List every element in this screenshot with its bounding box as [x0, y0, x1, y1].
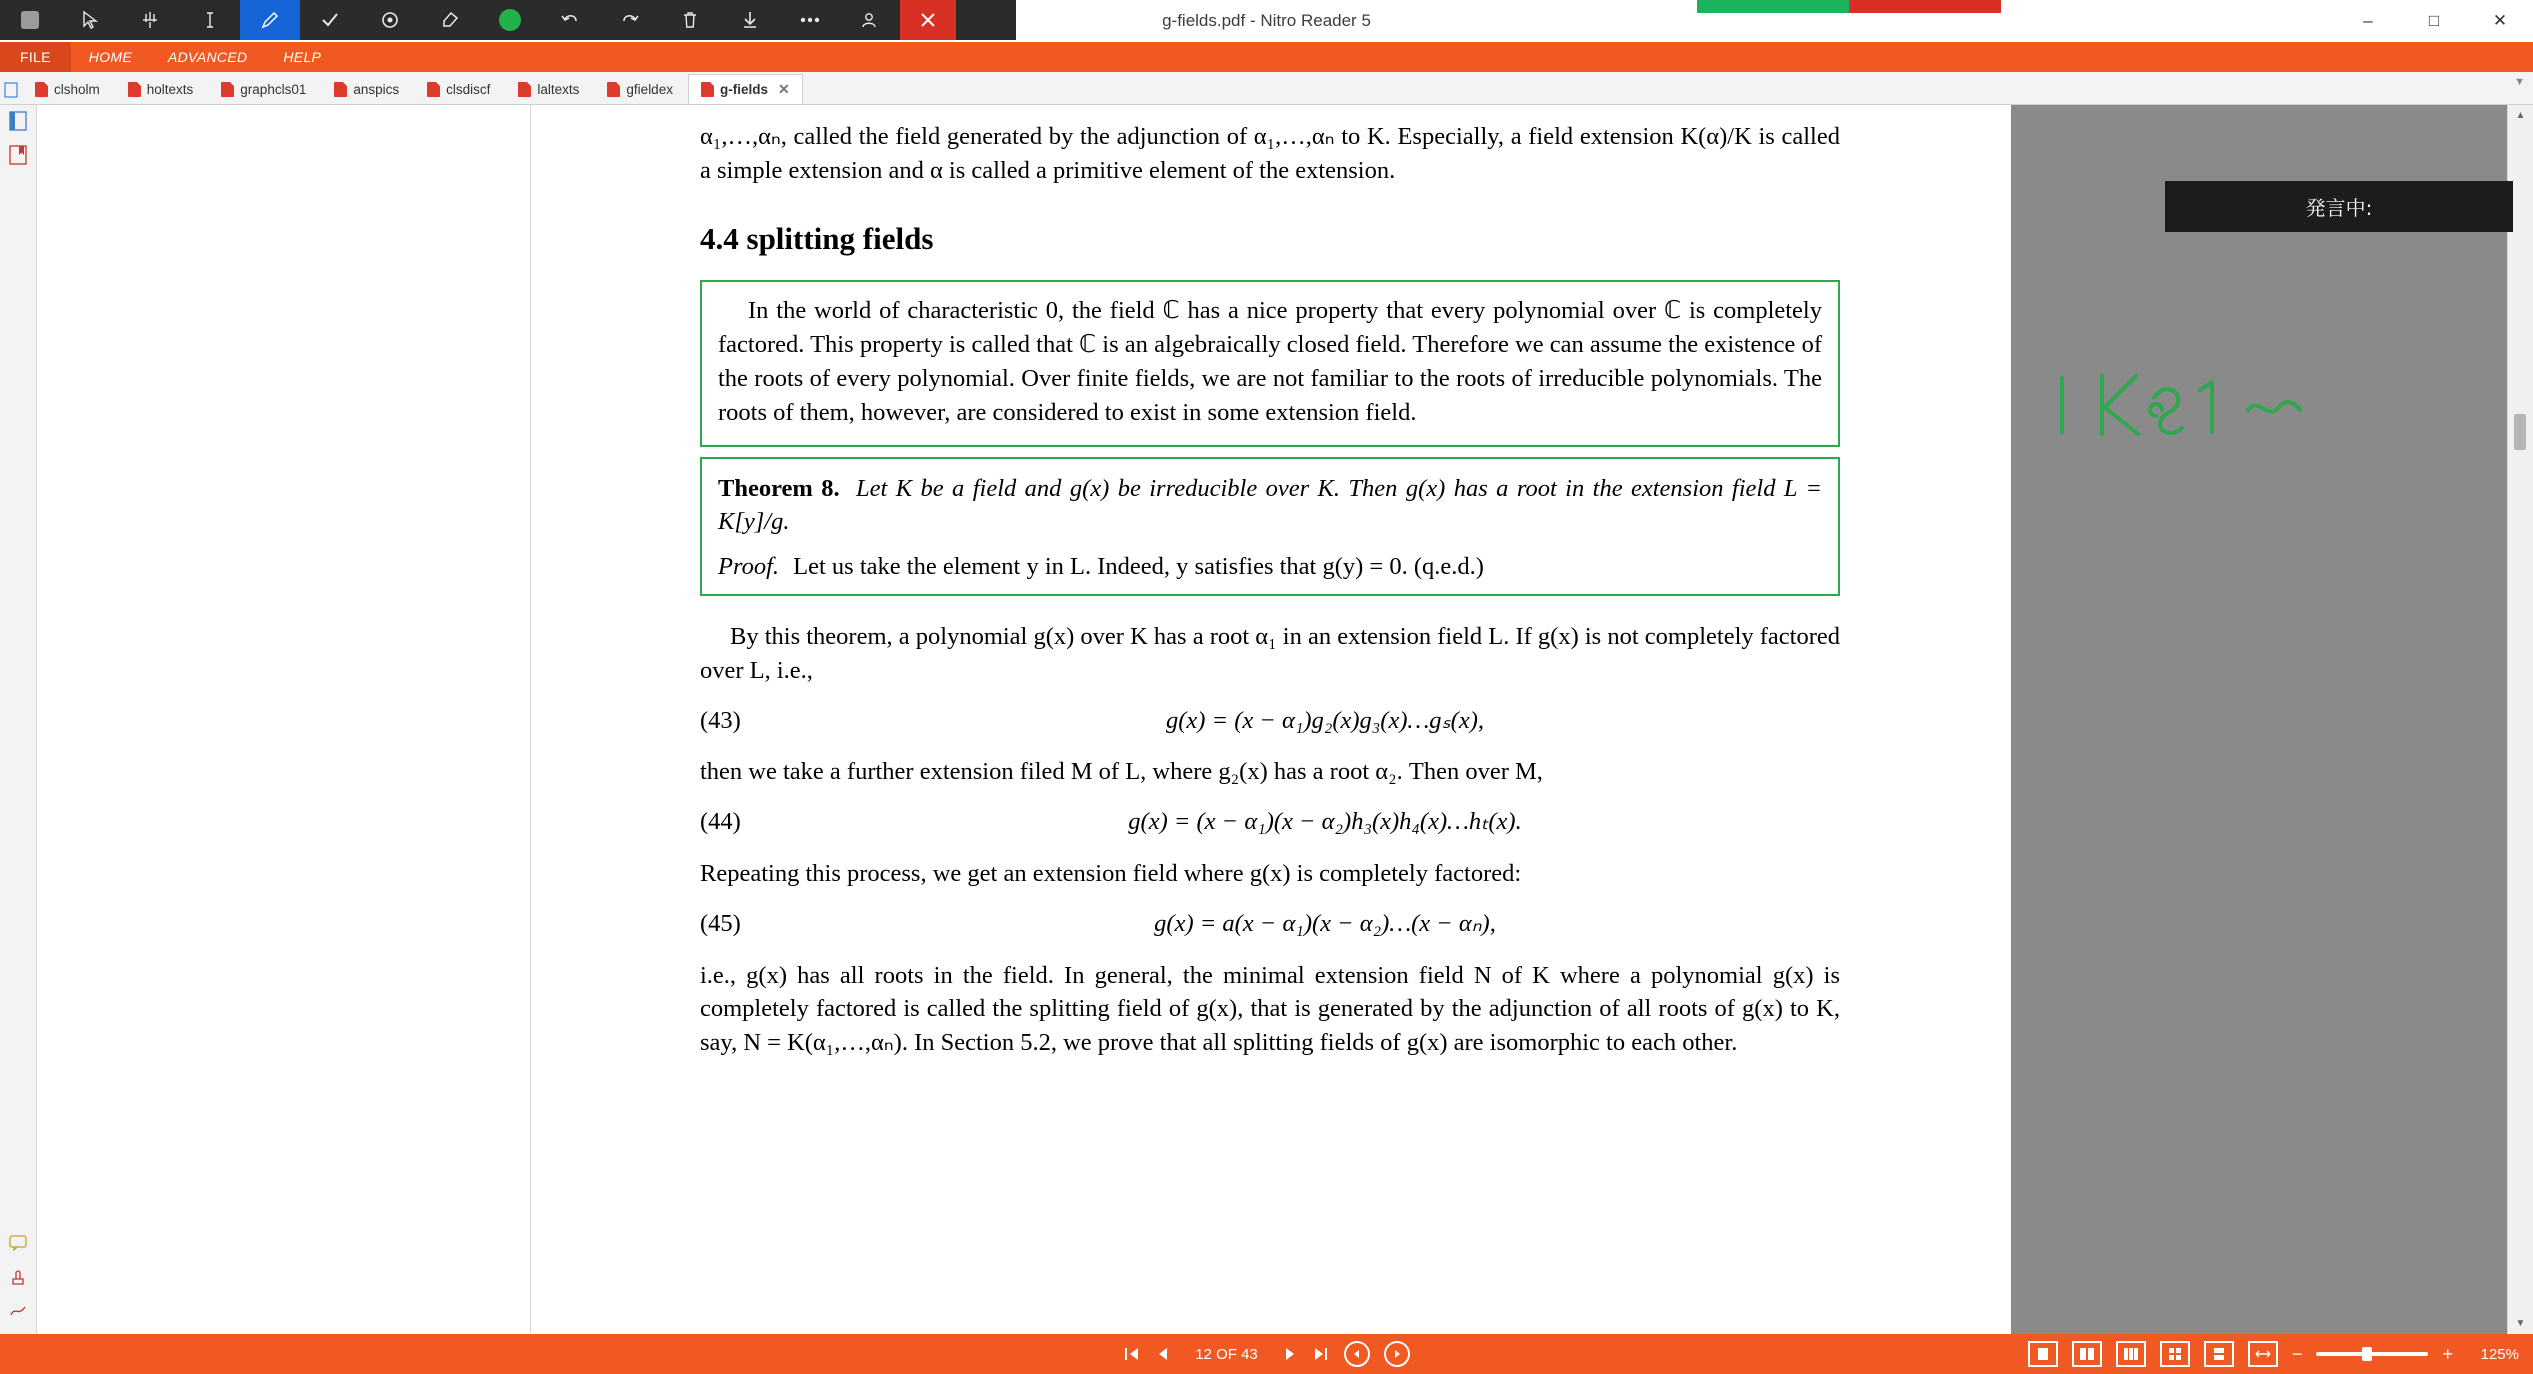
zoom-in-button[interactable]: +	[2442, 1343, 2453, 1364]
equation-45-body: g(x) = a(x − α₁)(x − α₂)…(x − αₙ),	[1154, 909, 1496, 937]
scroll-up-icon[interactable]: ▲	[2515, 109, 2526, 121]
first-page-icon[interactable]	[1123, 1346, 1141, 1362]
window-controls	[2335, 0, 2533, 42]
color-swatch-green-icon[interactable]	[480, 0, 540, 40]
tab-label: clsdiscf	[446, 82, 491, 97]
equation-45-number: (45)	[700, 909, 741, 937]
app-logo-icon	[0, 0, 60, 40]
comments-panel-icon[interactable]	[0, 1226, 36, 1260]
trash-icon[interactable]	[660, 0, 720, 40]
tab-gfieldex[interactable]	[594, 74, 686, 104]
theorem-paragraph	[718, 472, 1822, 540]
tab-clsholm[interactable]	[22, 74, 113, 104]
recording-green-pill	[1697, 0, 1849, 13]
previous-view-icon[interactable]	[1344, 1341, 1370, 1367]
equation-43	[700, 704, 1840, 738]
tab-label: g-fields	[719, 82, 768, 97]
document-viewer[interactable]	[530, 104, 2508, 1334]
view-tools[interactable]	[2028, 1341, 2519, 1367]
two-page-icon[interactable]	[2072, 1341, 2102, 1367]
equation-44-number: (44)	[700, 808, 741, 836]
theorem-text: Let K be a field and g(x) be irreducible over K. Then g(x) has a root in the extension field L = K[y]/g.	[718, 474, 1823, 536]
tab-label: graphcls01	[240, 82, 307, 97]
equation-44	[700, 805, 1840, 839]
tab-holtexts[interactable]	[115, 74, 207, 104]
maximize-button[interactable]: □	[2428, 11, 2440, 30]
annotation-toolbar[interactable]	[0, 0, 1016, 40]
zoom-slider-handle[interactable]	[2362, 1347, 2372, 1361]
annotation-box-2	[700, 457, 1840, 596]
pdf-page-content	[700, 120, 1840, 1071]
two-page-cover-icon[interactable]	[2116, 1341, 2146, 1367]
pdf-file-icon	[221, 82, 234, 97]
scrollbar-thumb[interactable]	[2514, 414, 2526, 450]
hand-icon[interactable]	[120, 0, 180, 40]
redo-icon[interactable]	[600, 0, 660, 40]
window-title: g-fields.pdf - Nitro Reader 5	[1162, 11, 1371, 30]
equation-43-number: (43)	[700, 706, 741, 734]
tab-graphcls01[interactable]	[208, 74, 319, 104]
tab-label: holtexts	[146, 82, 194, 97]
grid-icon[interactable]	[2160, 1341, 2190, 1367]
continuous-icon[interactable]	[2204, 1341, 2234, 1367]
close-tab-icon[interactable]: ✕	[777, 81, 790, 97]
bookmarks-panel-icon[interactable]	[0, 138, 36, 172]
menu-home[interactable]: HOME	[88, 49, 132, 65]
pdf-file-icon	[334, 82, 347, 97]
box-1-text: In the world of characteristic 0, the field ℂ has a nice property that every polynomial over ℂ is completely factored. This property is called that ℂ is an algebraically closed field. Therefore we can assume the existence of the roots of every polynomial. Over finite fields, we are not familiar to the roots of irreducible polynomials. The roots of them, however, are considered to exist in some extension field.	[718, 297, 1822, 426]
zoom-out-button[interactable]: −	[2291, 1343, 2303, 1364]
tab-scroll-down-icon[interactable]: ▼	[2514, 76, 2525, 88]
pdf-file-icon	[607, 82, 620, 97]
speaking-status-badge: 発言中:	[2165, 181, 2513, 232]
menu-help[interactable]: HELP	[283, 49, 322, 65]
tab-laltexts[interactable]	[505, 74, 592, 104]
tab-label: laltexts	[537, 82, 580, 97]
zoom-slider[interactable]	[2316, 1352, 2428, 1356]
close-window-button[interactable]: ✕	[2492, 11, 2508, 30]
tab-label: anspics	[353, 82, 400, 97]
page-indicator[interactable]: 12 OF 43	[1195, 1345, 1258, 1363]
pages-panel-icon[interactable]	[0, 104, 36, 138]
single-page-icon[interactable]	[2028, 1341, 2058, 1367]
tab-label: clsholm	[54, 82, 100, 97]
pdf-file-icon	[427, 82, 440, 97]
pdf-file-icon	[128, 82, 141, 97]
pdf-file-icon	[701, 82, 714, 97]
close-toolbar-icon[interactable]	[900, 0, 956, 40]
tab-clsdiscf[interactable]	[414, 74, 503, 104]
paragraph-5: i.e., g(x) has all roots in the field. In general, the minimal extension field N of K where a polynomial g(x) is completely factored is called the splitting field of g(x), that is generated by the adjunction of all roots of g(x) to K, say, N = K(α₁,…,αₙ). In Section 5.2, we prove that all splitting fields of g(x) are isomorphic to each other.	[700, 961, 1840, 1057]
equation-43-body: g(x) = (x − α₁)g₂(x)g₃(x)…gₛ(x),	[1166, 706, 1484, 734]
side-rail[interactable]	[0, 104, 37, 1334]
last-page-icon[interactable]	[1312, 1346, 1330, 1362]
proof-label: Proof.	[718, 553, 780, 581]
highlighter-icon[interactable]	[420, 0, 480, 40]
tab-g-fields[interactable]	[688, 74, 803, 104]
annotation-box-1	[700, 280, 1840, 446]
section-heading: 4.4 splitting fields	[700, 220, 934, 256]
equation-44-body: g(x) = (x − α₁)(x − α₂)h₃(x)h₄(x)…hₜ(x).	[1128, 808, 1522, 836]
vertical-scrollbar[interactable]	[2507, 104, 2533, 1334]
signature-panel-icon[interactable]	[0, 1294, 36, 1328]
theorem-label: Theorem 8.	[718, 474, 840, 502]
scroll-down-icon[interactable]: ▼	[2515, 1317, 2526, 1329]
paragraph-1: α₁,…,αₙ, called the field generated by the adjunction of α₁,…,αₙ to K. Especially, a field extension K(α)/K is called a simple extension and α is called a primitive element of the extension.	[700, 123, 1840, 184]
fit-width-icon[interactable]	[2248, 1341, 2278, 1367]
pdf-file-icon	[518, 82, 531, 97]
person-icon[interactable]	[840, 0, 900, 40]
proof-paragraph	[718, 550, 1822, 584]
proof-text: Let us take the element y in L. Indeed, y satisfies that g(y) = 0. (q.e.d.)	[793, 553, 1484, 581]
document-tab-strip[interactable]	[0, 72, 2533, 105]
previous-page-icon[interactable]	[1155, 1346, 1171, 1362]
pen-icon[interactable]	[240, 0, 300, 40]
zoom-level-value[interactable]: 125%	[2480, 1345, 2519, 1363]
next-view-icon[interactable]	[1384, 1341, 1410, 1367]
side-rail-bottom-group[interactable]	[0, 1226, 36, 1328]
cursor-icon[interactable]	[60, 0, 120, 40]
thumbnail-pane[interactable]	[36, 104, 531, 1334]
download-icon[interactable]	[720, 0, 780, 40]
pdf-page	[530, 104, 2011, 1334]
menu-advanced[interactable]: ADVANCED	[167, 49, 248, 65]
tab-anspics[interactable]	[321, 74, 412, 104]
recording-indicator	[1697, 0, 2001, 13]
more-icon[interactable]	[780, 0, 840, 40]
minimize-button[interactable]: –	[2363, 11, 2373, 30]
stamp-icon[interactable]	[360, 0, 420, 40]
status-bar[interactable]	[0, 1334, 2533, 1374]
tab-label: gfieldex	[626, 82, 673, 97]
text-cursor-icon[interactable]	[180, 0, 240, 40]
equation-45	[700, 907, 1840, 941]
menu-file[interactable]: FILE	[0, 42, 71, 72]
paragraph-4: Repeating this process, we get an extension field where g(x) is completely factored:	[700, 859, 1522, 887]
paragraph-2: By this theorem, a polynomial g(x) over K has a root α₁ in an extension field L. If g(x) is not completely factored over L, i.e.,	[700, 622, 1840, 684]
recording-red-pill	[1849, 0, 2001, 13]
pdf-file-icon	[35, 82, 48, 97]
check-icon[interactable]	[300, 0, 360, 40]
paragraph-3: then we take a further extension filed M of L, where g₂(x) has a root α₂. Then over M,	[700, 758, 1543, 786]
next-page-icon[interactable]	[1282, 1346, 1298, 1362]
stamps-panel-icon[interactable]	[0, 1260, 36, 1294]
menu-ribbon[interactable]	[0, 42, 2533, 72]
undo-icon[interactable]	[540, 0, 600, 40]
new-tab-icon[interactable]	[0, 75, 22, 104]
